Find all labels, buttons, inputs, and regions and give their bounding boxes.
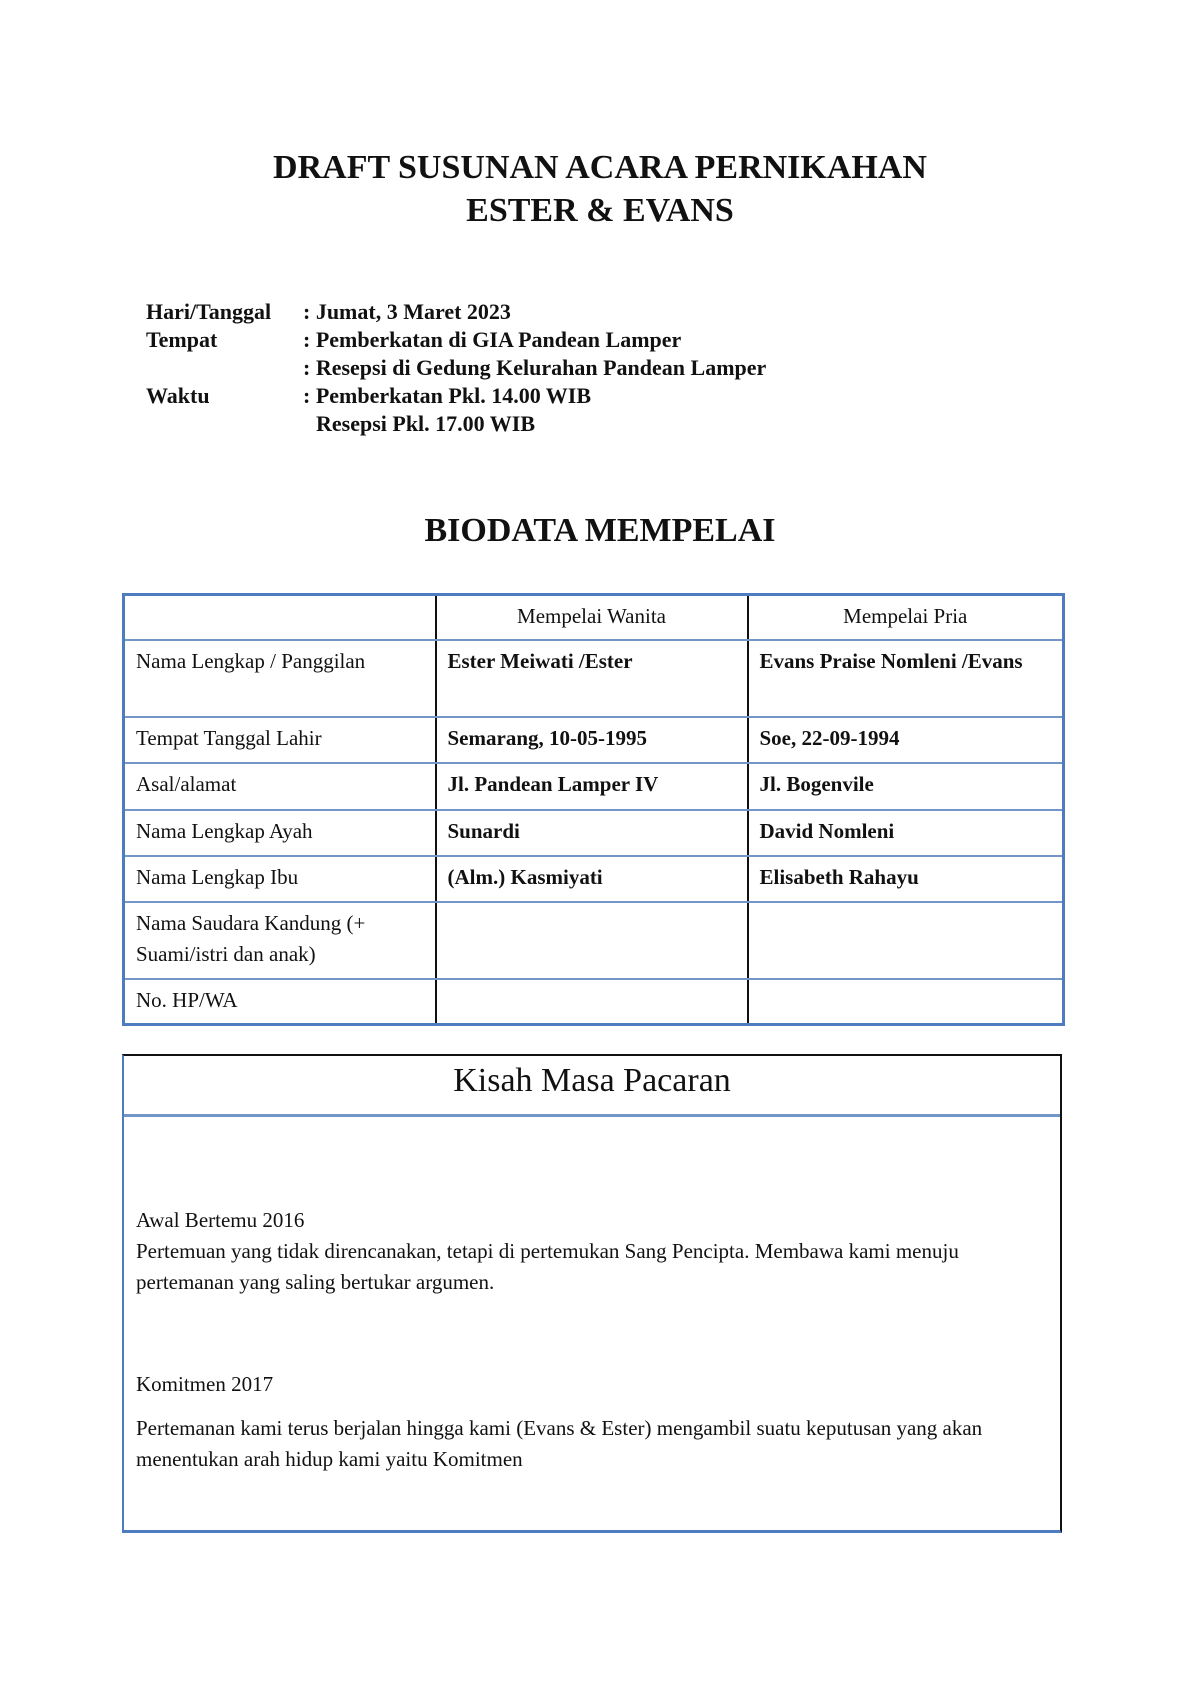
row-label: Nama Saudara Kandung (+ Suami/istri dan anak): [124, 902, 436, 979]
info-label: Tempat: [146, 327, 218, 352]
kisah-title: Kisah Masa Pacaran: [124, 1056, 1060, 1117]
table-row: [124, 856, 1064, 902]
column-header-pria: Mempelai Pria: [748, 595, 1064, 640]
kisah-p2-heading: Komitmen 2017: [136, 1372, 274, 1396]
row-label: Tempat Tanggal Lahir: [124, 717, 436, 763]
table-row: [124, 763, 1064, 810]
wanita-value: Jl. Pandean Lamper IV: [436, 763, 748, 810]
row-label: Asal/alamat: [124, 763, 436, 810]
pria-value: Soe, 22-09-1994: [748, 717, 1064, 763]
column-header-wanita: Mempelai Wanita: [436, 595, 748, 640]
biodata-title: BIODATA MEMPELAI: [424, 512, 776, 549]
biodata-table: [122, 593, 1065, 1026]
wanita-value: Ester Meiwati /Ester: [436, 640, 748, 717]
wanita-value: Semarang, 10-05-1995: [436, 717, 748, 763]
pria-value: [748, 979, 1064, 1025]
wanita-value: [436, 979, 748, 1025]
info-label: Waktu: [146, 383, 210, 408]
kisah-p2-text: Pertemanan kami terus berjalan hingga kami (Evans & Ester) mengambil suatu keputusan yang akan menentukan arah hidup kami yaitu Komitmen: [136, 1416, 983, 1471]
table-header-row: [124, 595, 1064, 640]
pria-value: David Nomleni: [748, 810, 1064, 856]
info-value: : Pemberkatan di GIA Pandean Lamper: [303, 327, 682, 352]
table-row: [124, 979, 1064, 1025]
pria-value: Evans Praise Nomleni /Evans: [748, 640, 1064, 717]
column-header: [124, 595, 436, 640]
info-value: : Resepsi di Gedung Kelurahan Pandean Lamper: [303, 355, 767, 380]
table-row: [124, 640, 1064, 717]
row-label: Nama Lengkap / Panggilan: [124, 640, 436, 717]
pria-value: Jl. Bogenvile: [748, 763, 1064, 810]
wanita-value: (Alm.) Kasmiyati: [436, 856, 748, 902]
info-value: Resepsi Pkl. 17.00 WIB: [316, 411, 536, 436]
pria-value: [748, 902, 1064, 979]
row-label: Nama Lengkap Ibu: [124, 856, 436, 902]
table-row: [124, 902, 1064, 979]
row-label: No. HP/WA: [124, 979, 436, 1025]
document-title: DRAFT SUSUNAN ACARA PERNIKAHAN: [273, 149, 927, 186]
pria-value: Elisabeth Rahayu: [748, 856, 1064, 902]
table-row: [124, 717, 1064, 763]
document-subtitle: ESTER & EVANS: [466, 192, 734, 229]
info-value: : Jumat, 3 Maret 2023: [303, 299, 511, 324]
kisah-p1-heading: Awal Bertemu 2016: [136, 1208, 305, 1232]
kisah-p1-text: Pertemuan yang tidak direncanakan, tetapi di pertemukan Sang Pencipta. Membawa kami menuju pertemanan yang saling bertukar argumen.: [136, 1239, 959, 1294]
wanita-value: [436, 902, 748, 979]
row-label: Nama Lengkap Ayah: [124, 810, 436, 856]
wanita-value: Sunardi: [436, 810, 748, 856]
info-value: : Pemberkatan Pkl. 14.00 WIB: [303, 383, 592, 408]
kisah-box: [122, 1054, 1062, 1533]
info-label: Hari/Tanggal: [146, 299, 272, 324]
table-row: [124, 810, 1064, 856]
